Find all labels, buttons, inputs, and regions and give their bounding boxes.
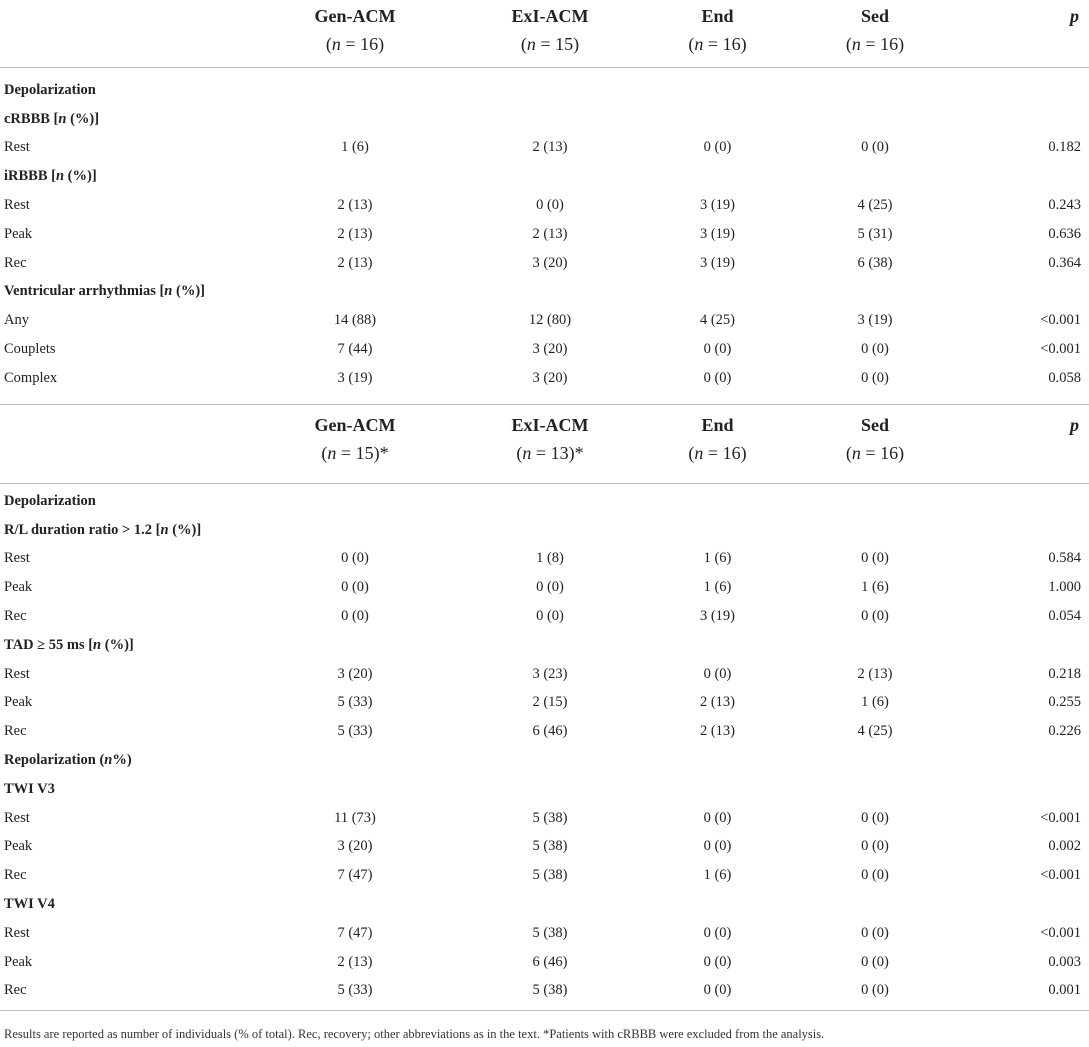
cell-value: 6 (46) — [532, 723, 568, 740]
table-row — [0, 833, 1089, 862]
cell-value: 5 (33) — [337, 694, 373, 711]
section-row-twi-v3 — [0, 775, 1089, 804]
row-label: Rest — [4, 197, 30, 214]
section-row-repolarization-n — [0, 746, 1089, 775]
table-row — [0, 861, 1089, 890]
cell-value: 14 (88) — [333, 312, 377, 329]
cell-value: 0 (0) — [703, 953, 732, 970]
table-top — [0, 0, 1089, 393]
cell-value: 0 (0) — [703, 982, 732, 999]
table-row — [0, 191, 1089, 220]
row-label: Couplets — [4, 341, 56, 358]
rule-top-header — [0, 67, 1089, 68]
header-blank — [0, 0, 250, 66]
table-row — [0, 977, 1089, 1006]
section-row-crbbb-n — [0, 105, 1089, 134]
header-name: End — [701, 6, 734, 26]
cell-p-value: <0.001 — [1040, 867, 1081, 884]
cell-value: 2 (13) — [337, 254, 373, 271]
cell-value: 0 (0) — [341, 550, 369, 567]
rule-mid — [0, 404, 1089, 405]
cell-p-value: <0.001 — [1040, 924, 1081, 941]
cell-value: 2 (13) — [532, 139, 568, 156]
cell-p-value: <0.001 — [1040, 312, 1081, 329]
row-label: Rest — [4, 139, 30, 156]
table-row — [0, 306, 1089, 335]
header-sed — [795, 411, 955, 481]
cell-value: 12 (80) — [528, 312, 572, 329]
cell-value: 2 (13) — [699, 694, 736, 711]
table-row — [0, 249, 1089, 278]
cell-value: 2 (13) — [337, 953, 373, 970]
row-label: Peak — [4, 953, 33, 970]
header-n: (n = 16) — [845, 443, 905, 463]
table-top-body — [0, 66, 1089, 393]
cell-value: 0 (0) — [861, 809, 889, 826]
header-gen-acm — [250, 411, 460, 481]
rule-footer — [0, 1010, 1089, 1011]
cell-value: 0 (0) — [536, 608, 564, 625]
cell-value: 0 (0) — [703, 139, 732, 156]
cell-value: 5 (31) — [857, 225, 893, 242]
cell-value: 1 (6) — [861, 694, 889, 711]
cell-value: 2 (13) — [699, 723, 736, 740]
section-row-depolarization — [0, 481, 1089, 516]
rule-bottom-header — [0, 483, 1089, 484]
section-row-r-l-duration-ratio-1-2-n — [0, 516, 1089, 545]
row-label: Any — [4, 312, 29, 329]
header-row — [0, 0, 1089, 66]
table-row — [0, 335, 1089, 364]
cell-value: 6 (38) — [857, 254, 893, 271]
header-end — [640, 0, 795, 66]
cell-value: 7 (47) — [337, 867, 373, 884]
section-label: Ventricular arrhythmias [n (%)] — [4, 283, 205, 300]
cell-value: 1 (6) — [703, 579, 732, 596]
cell-value: 5 (38) — [532, 838, 568, 855]
table-row — [0, 717, 1089, 746]
cell-p-value: 0.003 — [1048, 953, 1081, 970]
table-row — [0, 689, 1089, 718]
cell-value: 0 (0) — [861, 608, 889, 625]
row-label: Peak — [4, 694, 33, 711]
row-label: Rest — [4, 550, 30, 567]
cell-value: 0 (0) — [861, 982, 889, 999]
cell-value: 1 (8) — [536, 550, 564, 567]
cell-value: 3 (20) — [532, 254, 568, 271]
cell-p-value: 0.182 — [1048, 139, 1081, 156]
cell-p-value: 0.054 — [1048, 608, 1081, 625]
cell-p-value: 0.002 — [1048, 838, 1081, 855]
header-name: ExI-ACM — [511, 6, 589, 26]
cell-value: 3 (20) — [532, 369, 568, 386]
cell-value: 3 (20) — [337, 838, 373, 855]
header-exi-acm — [460, 411, 640, 481]
header-name: End — [701, 415, 734, 435]
row-label: Rest — [4, 924, 30, 941]
cell-value: 1 (6) — [341, 139, 369, 156]
header-p: p — [1070, 6, 1079, 26]
cell-value: 4 (25) — [699, 312, 736, 329]
table-row — [0, 134, 1089, 163]
cell-value: 4 (25) — [857, 723, 893, 740]
cell-value: 7 (47) — [337, 924, 373, 941]
cell-value: 5 (33) — [337, 982, 373, 999]
row-label: Rec — [4, 723, 27, 740]
cell-value: 3 (20) — [532, 341, 568, 358]
table-row — [0, 660, 1089, 689]
cell-value: 0 (0) — [703, 369, 732, 386]
header-exi-acm — [460, 0, 640, 66]
footnote: Results are reported as number of individuals (% of total). Rec, recovery; other abbreviations as in the text. *Patients with cRBBB were excluded from the analysis. — [4, 1027, 825, 1041]
table-bottom-body — [0, 481, 1089, 1005]
section-label: TWI V3 — [4, 780, 55, 797]
section-row-twi-v4 — [0, 890, 1089, 919]
cell-value: 0 (0) — [536, 197, 564, 214]
cell-value: 0 (0) — [861, 341, 889, 358]
section-row-ventricular-arrhythmias-n — [0, 278, 1089, 307]
section-label: TAD ≥ 55 ms [n (%)] — [4, 636, 134, 653]
header-n: (n = 16) — [845, 34, 905, 54]
header-blank — [0, 411, 250, 481]
cell-value: 3 (19) — [337, 369, 373, 386]
section-label: R/L duration ratio > 1.2 [n (%)] — [4, 521, 202, 538]
table-row — [0, 220, 1089, 249]
cell-value: 1 (6) — [861, 579, 889, 596]
cell-p-value: 0.218 — [1048, 665, 1081, 682]
section-label: TWI V4 — [4, 896, 55, 913]
cell-value: 3 (19) — [699, 254, 736, 271]
header-n: (n = 15) — [520, 34, 580, 54]
section-row-irbbb-n — [0, 162, 1089, 191]
cell-value: 7 (44) — [337, 341, 373, 358]
cell-value: 0 (0) — [861, 139, 889, 156]
section-label: Repolarization (n%) — [4, 752, 132, 769]
cell-value: 5 (38) — [532, 867, 568, 884]
cell-value: 3 (20) — [337, 665, 373, 682]
row-label: Peak — [4, 225, 33, 242]
header-sed — [795, 0, 955, 66]
cell-p-value: 0.058 — [1048, 369, 1081, 386]
section-label: cRBBB [n (%)] — [4, 110, 100, 127]
row-label: Rec — [4, 867, 27, 884]
cell-value: 0 (0) — [703, 924, 732, 941]
header-n: (n = 16) — [688, 34, 747, 54]
table-row — [0, 573, 1089, 602]
cell-value: 2 (13) — [337, 197, 373, 214]
row-label: Rest — [4, 809, 30, 826]
cell-p-value: <0.001 — [1040, 341, 1081, 358]
header-end — [640, 411, 795, 481]
row-label: Peak — [4, 579, 33, 596]
cell-value: 3 (23) — [532, 665, 568, 682]
header-name: Gen-ACM — [314, 415, 396, 435]
cell-p-value: 0.226 — [1048, 723, 1081, 740]
cell-value: 5 (38) — [532, 924, 568, 941]
cell-p-value: 0.584 — [1048, 550, 1081, 567]
cell-value: 0 (0) — [861, 953, 889, 970]
cell-value: 5 (38) — [532, 809, 568, 826]
header-row — [0, 411, 1089, 481]
header-name: ExI-ACM — [511, 415, 589, 435]
cell-value: 3 (19) — [699, 608, 736, 625]
row-label: Rec — [4, 254, 27, 271]
cell-value: 0 (0) — [861, 867, 889, 884]
cell-value: 0 (0) — [341, 579, 369, 596]
cell-value: 3 (19) — [699, 225, 736, 242]
cell-value: 0 (0) — [341, 608, 369, 625]
cell-value: 6 (46) — [532, 953, 568, 970]
cell-value: 0 (0) — [703, 665, 732, 682]
cell-value: 0 (0) — [861, 550, 889, 567]
cell-value: 5 (38) — [532, 982, 568, 999]
cell-value: 0 (0) — [861, 369, 889, 386]
cell-value: 2 (13) — [857, 665, 893, 682]
cell-value: 11 (73) — [334, 809, 376, 826]
cell-value: 2 (13) — [337, 225, 373, 242]
section-label: Depolarization — [4, 81, 96, 98]
cell-value: 0 (0) — [703, 341, 732, 358]
row-label: Rest — [4, 665, 30, 682]
row-label: Rec — [4, 982, 27, 999]
cell-p-value: 0.001 — [1048, 982, 1081, 999]
table-row — [0, 545, 1089, 574]
cell-p-value: 0.364 — [1048, 254, 1081, 271]
header-name: Gen-ACM — [314, 6, 396, 26]
cell-value: 1 (6) — [703, 550, 732, 567]
cell-value: 0 (0) — [861, 924, 889, 941]
table-bottom — [0, 411, 1089, 1005]
header-n: (n = 16) — [325, 34, 385, 54]
cell-value: 0 (0) — [536, 579, 564, 596]
cell-value: 4 (25) — [857, 197, 893, 214]
table-row — [0, 364, 1089, 393]
section-row-depolarization — [0, 66, 1089, 105]
cell-value: 1 (6) — [703, 867, 732, 884]
cell-value: 0 (0) — [703, 809, 732, 826]
cell-value: 2 (13) — [532, 225, 568, 242]
row-label: Complex — [4, 369, 58, 386]
cell-value: 5 (33) — [337, 723, 373, 740]
header-p: p — [1070, 415, 1079, 435]
cell-p-value: 1.000 — [1048, 579, 1081, 596]
header-gen-acm — [250, 0, 460, 66]
cell-value: 0 (0) — [861, 838, 889, 855]
table-row — [0, 602, 1089, 631]
header-n: (n = 15)* — [321, 443, 389, 463]
table-row — [0, 919, 1089, 948]
table-row — [0, 804, 1089, 833]
cell-p-value: 0.255 — [1048, 694, 1081, 711]
section-label: Depolarization — [4, 492, 96, 509]
cell-value: 0 (0) — [703, 838, 732, 855]
header-name: Sed — [860, 415, 889, 435]
cell-value: 3 (19) — [699, 197, 736, 214]
cell-p-value: 0.636 — [1048, 225, 1081, 242]
cell-value: 3 (19) — [857, 312, 893, 329]
table-row — [0, 948, 1089, 977]
header-name: Sed — [860, 6, 889, 26]
row-label: Rec — [4, 608, 27, 625]
row-label: Peak — [4, 838, 33, 855]
cell-p-value: <0.001 — [1040, 809, 1081, 826]
cell-value: 2 (15) — [532, 694, 568, 711]
section-row-tad-55-ms-n — [0, 631, 1089, 660]
section-label: iRBBB [n (%)] — [4, 168, 97, 185]
cell-p-value: 0.243 — [1048, 197, 1081, 214]
header-n: (n = 13)* — [516, 443, 584, 463]
header-n: (n = 16) — [688, 443, 747, 463]
